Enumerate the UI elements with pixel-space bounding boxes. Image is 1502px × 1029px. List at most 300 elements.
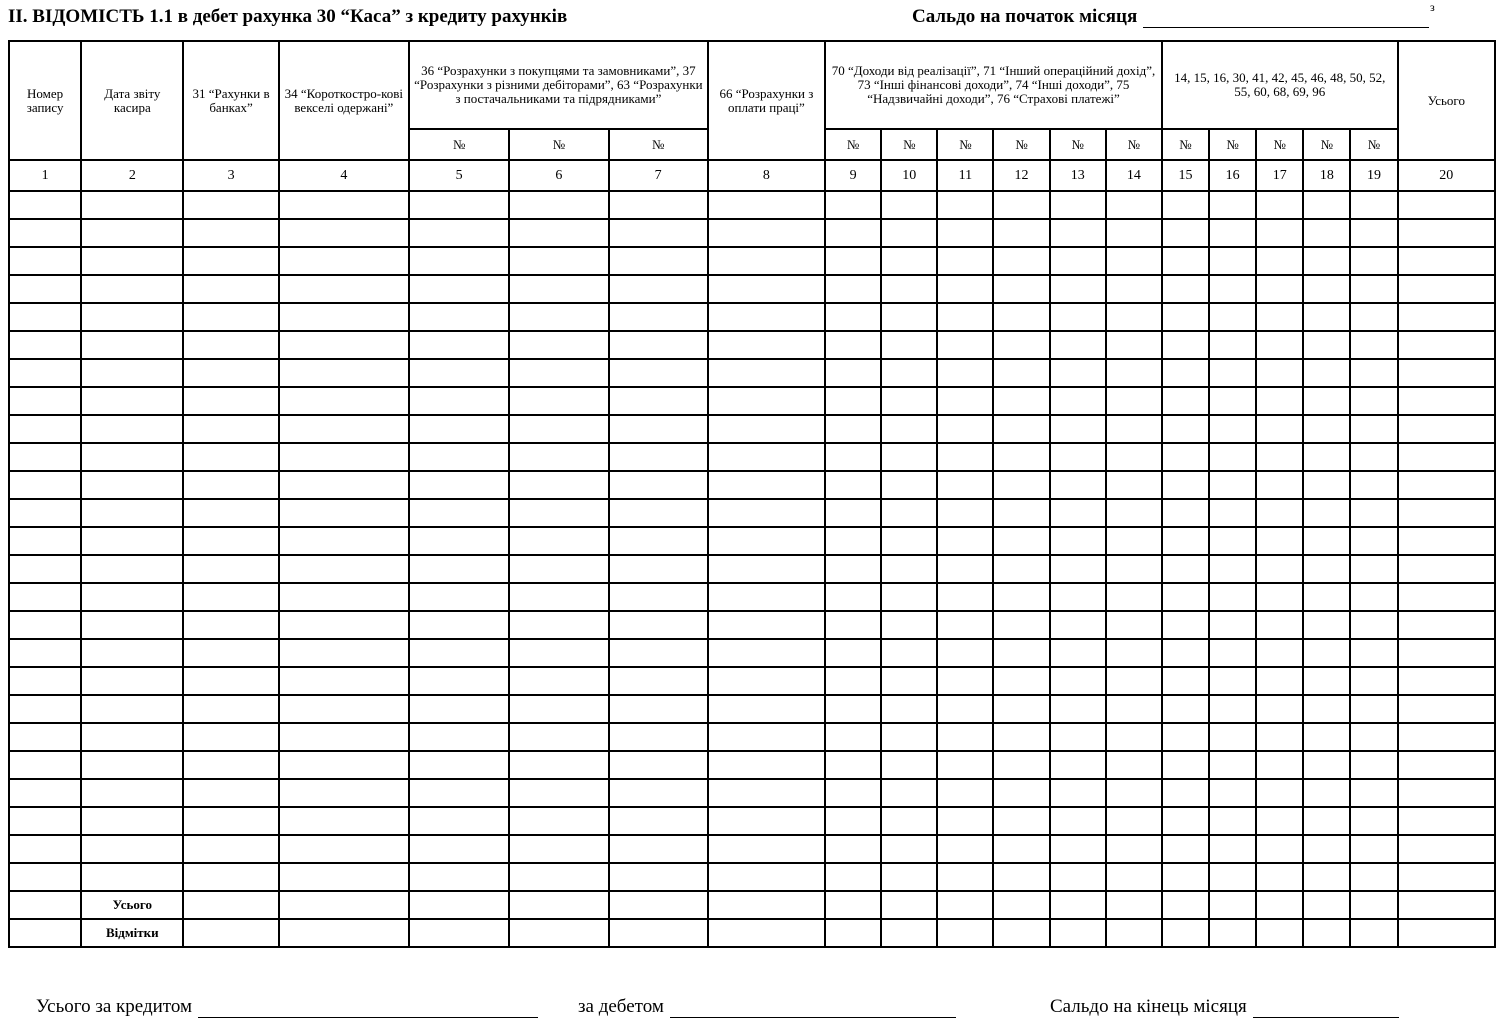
entry-cell[interactable] (993, 303, 1049, 331)
entry-cell[interactable] (409, 723, 509, 751)
entry-cell[interactable] (1162, 527, 1209, 555)
entry-cell[interactable] (1209, 247, 1256, 275)
entry-cell[interactable] (9, 863, 81, 891)
entry-cell[interactable] (1303, 415, 1350, 443)
entry-cell[interactable] (183, 303, 278, 331)
entry-cell[interactable] (1303, 443, 1350, 471)
entry-cell[interactable] (509, 415, 608, 443)
entry-cell[interactable] (409, 275, 509, 303)
entry-cell[interactable] (81, 695, 183, 723)
entry-cell[interactable] (81, 807, 183, 835)
entry-cell[interactable] (279, 723, 409, 751)
entry-cell[interactable] (609, 331, 708, 359)
entry-cell[interactable] (825, 835, 881, 863)
entry-cell[interactable] (1106, 723, 1162, 751)
entry-cell[interactable] (1050, 919, 1106, 947)
entry-cell[interactable] (993, 863, 1049, 891)
entry-cell[interactable] (1350, 807, 1397, 835)
entry-cell[interactable] (881, 891, 937, 919)
entry-cell[interactable] (1398, 807, 1495, 835)
entry-cell[interactable] (183, 919, 278, 947)
entry-cell[interactable] (1106, 527, 1162, 555)
entry-cell[interactable] (1303, 611, 1350, 639)
entry-cell[interactable] (1162, 331, 1209, 359)
entry-cell[interactable] (1162, 555, 1209, 583)
entry-cell[interactable] (509, 499, 608, 527)
entry-cell[interactable] (609, 191, 708, 219)
entry-cell[interactable] (1162, 807, 1209, 835)
entry-cell[interactable] (609, 415, 708, 443)
entry-cell[interactable] (609, 639, 708, 667)
entry-cell[interactable] (881, 303, 937, 331)
entry-cell[interactable] (1398, 303, 1495, 331)
entry-cell[interactable] (509, 443, 608, 471)
entry-cell[interactable] (708, 471, 825, 499)
entry-cell[interactable] (183, 863, 278, 891)
entry-cell[interactable] (708, 555, 825, 583)
entry-cell[interactable] (1350, 275, 1397, 303)
entry-cell[interactable] (1350, 639, 1397, 667)
entry-cell[interactable] (9, 751, 81, 779)
entry-cell[interactable] (609, 807, 708, 835)
entry-cell[interactable] (937, 471, 993, 499)
no-cell[interactable]: № (1162, 129, 1209, 160)
entry-cell[interactable] (937, 695, 993, 723)
entry-cell[interactable] (825, 919, 881, 947)
entry-cell[interactable] (609, 359, 708, 387)
entry-cell[interactable] (279, 695, 409, 723)
entry-cell[interactable] (708, 499, 825, 527)
entry-cell[interactable] (1398, 835, 1495, 863)
entry-cell[interactable] (1209, 387, 1256, 415)
entry-cell[interactable] (1256, 387, 1303, 415)
credit-total-blank[interactable] (198, 999, 538, 1018)
entry-cell[interactable] (81, 359, 183, 387)
entry-cell[interactable] (9, 359, 81, 387)
entry-cell[interactable] (708, 219, 825, 247)
entry-cell[interactable] (937, 751, 993, 779)
entry-cell[interactable] (937, 387, 993, 415)
entry-cell[interactable] (1050, 387, 1106, 415)
entry-cell[interactable] (1050, 751, 1106, 779)
entry-cell[interactable] (993, 471, 1049, 499)
entry-cell[interactable] (1303, 835, 1350, 863)
entry-cell[interactable] (409, 611, 509, 639)
entry-cell[interactable] (1162, 639, 1209, 667)
entry-cell[interactable] (1303, 331, 1350, 359)
entry-cell[interactable] (409, 583, 509, 611)
entry-cell[interactable] (183, 331, 278, 359)
entry-cell[interactable] (881, 275, 937, 303)
entry-cell[interactable] (708, 807, 825, 835)
entry-cell[interactable] (1350, 919, 1397, 947)
entry-cell[interactable] (825, 359, 881, 387)
entry-cell[interactable] (609, 667, 708, 695)
entry-cell[interactable] (81, 303, 183, 331)
entry-cell[interactable] (1303, 667, 1350, 695)
entry-cell[interactable] (9, 835, 81, 863)
entry-cell[interactable] (509, 919, 608, 947)
entry-cell[interactable] (1162, 695, 1209, 723)
entry-cell[interactable] (183, 611, 278, 639)
entry-cell[interactable] (9, 723, 81, 751)
entry-cell[interactable] (1162, 387, 1209, 415)
entry-cell[interactable] (708, 583, 825, 611)
entry-cell[interactable] (993, 499, 1049, 527)
entry-cell[interactable] (1209, 751, 1256, 779)
entry-cell[interactable] (1106, 807, 1162, 835)
entry-cell[interactable] (1050, 695, 1106, 723)
entry-cell[interactable] (825, 191, 881, 219)
entry-cell[interactable] (1209, 303, 1256, 331)
entry-cell[interactable] (81, 499, 183, 527)
entry-cell[interactable] (609, 891, 708, 919)
entry-cell[interactable] (1303, 527, 1350, 555)
entry-cell[interactable] (993, 443, 1049, 471)
entry-cell[interactable] (609, 583, 708, 611)
entry-cell[interactable] (881, 611, 937, 639)
entry-cell[interactable] (1350, 667, 1397, 695)
entry-cell[interactable] (1106, 919, 1162, 947)
entry-cell[interactable] (1350, 695, 1397, 723)
entry-cell[interactable] (1256, 639, 1303, 667)
entry-cell[interactable] (1106, 443, 1162, 471)
entry-cell[interactable] (1256, 863, 1303, 891)
entry-cell[interactable] (1106, 667, 1162, 695)
entry-cell[interactable] (9, 275, 81, 303)
entry-cell[interactable] (937, 359, 993, 387)
entry-cell[interactable] (509, 555, 608, 583)
entry-cell[interactable] (937, 863, 993, 891)
entry-cell[interactable] (409, 527, 509, 555)
entry-cell[interactable] (279, 275, 409, 303)
entry-cell[interactable] (1350, 611, 1397, 639)
entry-cell[interactable] (1106, 247, 1162, 275)
entry-cell[interactable] (937, 583, 993, 611)
entry-cell[interactable] (1162, 471, 1209, 499)
entry-cell[interactable] (881, 415, 937, 443)
entry-cell[interactable] (409, 471, 509, 499)
entry-cell[interactable] (1350, 219, 1397, 247)
entry-cell[interactable] (825, 555, 881, 583)
entry-cell[interactable] (825, 275, 881, 303)
entry-cell[interactable] (1209, 443, 1256, 471)
entry-cell[interactable] (1050, 667, 1106, 695)
entry-cell[interactable] (9, 695, 81, 723)
entry-cell[interactable] (1398, 247, 1495, 275)
no-cell[interactable]: № (1350, 129, 1397, 160)
entry-cell[interactable] (881, 583, 937, 611)
entry-cell[interactable] (1350, 443, 1397, 471)
entry-cell[interactable] (1209, 919, 1256, 947)
entry-cell[interactable] (1050, 359, 1106, 387)
saldo-end-blank[interactable] (1253, 999, 1399, 1018)
entry-cell[interactable] (1303, 779, 1350, 807)
entry-cell[interactable] (937, 443, 993, 471)
entry-cell[interactable] (825, 387, 881, 415)
entry-cell[interactable] (1050, 863, 1106, 891)
entry-cell[interactable] (937, 331, 993, 359)
entry-cell[interactable] (609, 863, 708, 891)
entry-cell[interactable] (825, 611, 881, 639)
entry-cell[interactable] (9, 191, 81, 219)
entry-cell[interactable] (1106, 751, 1162, 779)
entry-cell[interactable] (183, 555, 278, 583)
entry-cell[interactable] (609, 247, 708, 275)
entry-cell[interactable] (183, 275, 278, 303)
no-cell[interactable]: № (937, 129, 993, 160)
entry-cell[interactable] (993, 247, 1049, 275)
entry-cell[interactable] (708, 919, 825, 947)
entry-cell[interactable] (1162, 723, 1209, 751)
entry-cell[interactable] (708, 695, 825, 723)
entry-cell[interactable] (409, 779, 509, 807)
entry-cell[interactable] (1106, 639, 1162, 667)
entry-cell[interactable] (9, 555, 81, 583)
entry-cell[interactable] (81, 387, 183, 415)
entry-cell[interactable] (1106, 611, 1162, 639)
entry-cell[interactable] (708, 611, 825, 639)
entry-cell[interactable] (881, 331, 937, 359)
entry-cell[interactable] (81, 779, 183, 807)
entry-cell[interactable] (937, 807, 993, 835)
entry-cell[interactable] (1303, 751, 1350, 779)
entry-cell[interactable] (1162, 891, 1209, 919)
entry-cell[interactable] (1350, 723, 1397, 751)
entry-cell[interactable] (1162, 919, 1209, 947)
entry-cell[interactable] (881, 191, 937, 219)
entry-cell[interactable] (825, 807, 881, 835)
entry-cell[interactable] (1209, 611, 1256, 639)
entry-cell[interactable] (609, 723, 708, 751)
entry-cell[interactable] (183, 723, 278, 751)
entry-cell[interactable] (609, 919, 708, 947)
entry-cell[interactable] (1106, 835, 1162, 863)
entry-cell[interactable] (1398, 779, 1495, 807)
entry-cell[interactable] (1050, 331, 1106, 359)
entry-cell[interactable] (1303, 863, 1350, 891)
entry-cell[interactable] (708, 443, 825, 471)
entry-cell[interactable] (1303, 499, 1350, 527)
entry-cell[interactable] (1106, 471, 1162, 499)
entry-cell[interactable] (279, 667, 409, 695)
entry-cell[interactable] (1050, 891, 1106, 919)
entry-cell[interactable] (409, 555, 509, 583)
no-cell[interactable]: № (1050, 129, 1106, 160)
entry-cell[interactable] (1106, 891, 1162, 919)
entry-cell[interactable] (1398, 191, 1495, 219)
entry-cell[interactable] (609, 751, 708, 779)
blank-cell[interactable] (9, 919, 81, 947)
entry-cell[interactable] (1398, 387, 1495, 415)
entry-cell[interactable] (183, 891, 278, 919)
entry-cell[interactable] (9, 611, 81, 639)
entry-cell[interactable] (825, 695, 881, 723)
entry-cell[interactable] (409, 331, 509, 359)
entry-cell[interactable] (881, 443, 937, 471)
debit-blank[interactable] (670, 999, 956, 1018)
no-cell[interactable]: № (509, 129, 608, 160)
entry-cell[interactable] (1209, 695, 1256, 723)
entry-cell[interactable] (409, 891, 509, 919)
entry-cell[interactable] (1303, 695, 1350, 723)
entry-cell[interactable] (279, 639, 409, 667)
entry-cell[interactable] (509, 835, 608, 863)
entry-cell[interactable] (881, 863, 937, 891)
entry-cell[interactable] (1162, 779, 1209, 807)
entry-cell[interactable] (1398, 723, 1495, 751)
entry-cell[interactable] (409, 863, 509, 891)
entry-cell[interactable] (81, 835, 183, 863)
entry-cell[interactable] (1398, 695, 1495, 723)
entry-cell[interactable] (1162, 667, 1209, 695)
entry-cell[interactable] (1256, 331, 1303, 359)
entry-cell[interactable] (881, 779, 937, 807)
entry-cell[interactable] (1162, 583, 1209, 611)
entry-cell[interactable] (1162, 359, 1209, 387)
entry-cell[interactable] (1303, 219, 1350, 247)
entry-cell[interactable] (279, 611, 409, 639)
entry-cell[interactable] (937, 303, 993, 331)
entry-cell[interactable] (993, 835, 1049, 863)
entry-cell[interactable] (937, 639, 993, 667)
entry-cell[interactable] (183, 835, 278, 863)
entry-cell[interactable] (1398, 359, 1495, 387)
entry-cell[interactable] (509, 303, 608, 331)
entry-cell[interactable] (1398, 527, 1495, 555)
entry-cell[interactable] (609, 779, 708, 807)
entry-cell[interactable] (1350, 499, 1397, 527)
entry-cell[interactable] (1303, 919, 1350, 947)
entry-cell[interactable] (1162, 219, 1209, 247)
entry-cell[interactable] (1209, 471, 1256, 499)
entry-cell[interactable] (1106, 863, 1162, 891)
entry-cell[interactable] (279, 443, 409, 471)
entry-cell[interactable] (1398, 415, 1495, 443)
entry-cell[interactable] (937, 611, 993, 639)
entry-cell[interactable] (708, 275, 825, 303)
entry-cell[interactable] (1256, 667, 1303, 695)
entry-cell[interactable] (1050, 191, 1106, 219)
entry-cell[interactable] (708, 331, 825, 359)
saldo-start-blank[interactable] (1143, 9, 1429, 28)
entry-cell[interactable] (1209, 723, 1256, 751)
entry-cell[interactable] (409, 191, 509, 219)
entry-cell[interactable] (9, 639, 81, 667)
entry-cell[interactable] (708, 387, 825, 415)
entry-cell[interactable] (509, 359, 608, 387)
entry-cell[interactable] (1209, 835, 1256, 863)
entry-cell[interactable] (509, 891, 608, 919)
entry-cell[interactable] (1398, 583, 1495, 611)
entry-cell[interactable] (1256, 779, 1303, 807)
entry-cell[interactable] (9, 667, 81, 695)
no-cell[interactable]: № (1209, 129, 1256, 160)
entry-cell[interactable] (1106, 191, 1162, 219)
entry-cell[interactable] (1162, 499, 1209, 527)
entry-cell[interactable] (1350, 247, 1397, 275)
no-cell[interactable]: № (881, 129, 937, 160)
entry-cell[interactable] (993, 723, 1049, 751)
entry-cell[interactable] (1303, 639, 1350, 667)
entry-cell[interactable] (409, 247, 509, 275)
entry-cell[interactable] (1106, 359, 1162, 387)
entry-cell[interactable] (9, 443, 81, 471)
entry-cell[interactable] (1350, 303, 1397, 331)
entry-cell[interactable] (1050, 499, 1106, 527)
no-cell[interactable]: № (409, 129, 509, 160)
entry-cell[interactable] (881, 751, 937, 779)
entry-cell[interactable] (609, 275, 708, 303)
entry-cell[interactable] (9, 583, 81, 611)
entry-cell[interactable] (825, 639, 881, 667)
entry-cell[interactable] (1050, 611, 1106, 639)
entry-cell[interactable] (1209, 359, 1256, 387)
entry-cell[interactable] (183, 387, 278, 415)
entry-cell[interactable] (1050, 835, 1106, 863)
entry-cell[interactable] (1106, 275, 1162, 303)
entry-cell[interactable] (993, 555, 1049, 583)
entry-cell[interactable] (1398, 667, 1495, 695)
entry-cell[interactable] (1050, 527, 1106, 555)
entry-cell[interactable] (609, 527, 708, 555)
entry-cell[interactable] (1398, 891, 1495, 919)
entry-cell[interactable] (183, 247, 278, 275)
entry-cell[interactable] (825, 247, 881, 275)
entry-cell[interactable] (409, 387, 509, 415)
entry-cell[interactable] (708, 527, 825, 555)
no-cell[interactable]: № (993, 129, 1049, 160)
entry-cell[interactable] (609, 611, 708, 639)
entry-cell[interactable] (1256, 555, 1303, 583)
entry-cell[interactable] (409, 919, 509, 947)
entry-cell[interactable] (1050, 275, 1106, 303)
entry-cell[interactable] (1050, 247, 1106, 275)
entry-cell[interactable] (81, 275, 183, 303)
entry-cell[interactable] (993, 415, 1049, 443)
entry-cell[interactable] (81, 471, 183, 499)
entry-cell[interactable] (1162, 275, 1209, 303)
entry-cell[interactable] (708, 751, 825, 779)
entry-cell[interactable] (81, 415, 183, 443)
entry-cell[interactable] (81, 583, 183, 611)
entry-cell[interactable] (409, 415, 509, 443)
entry-cell[interactable] (937, 919, 993, 947)
entry-cell[interactable] (279, 331, 409, 359)
entry-cell[interactable] (409, 219, 509, 247)
entry-cell[interactable] (881, 555, 937, 583)
entry-cell[interactable] (881, 527, 937, 555)
entry-cell[interactable] (1162, 751, 1209, 779)
entry-cell[interactable] (509, 247, 608, 275)
entry-cell[interactable] (1106, 499, 1162, 527)
entry-cell[interactable] (409, 835, 509, 863)
entry-cell[interactable] (708, 415, 825, 443)
entry-cell[interactable] (279, 555, 409, 583)
entry-cell[interactable] (9, 807, 81, 835)
entry-cell[interactable] (1256, 303, 1303, 331)
entry-cell[interactable] (937, 219, 993, 247)
entry-cell[interactable] (993, 275, 1049, 303)
entry-cell[interactable] (409, 303, 509, 331)
entry-cell[interactable] (708, 247, 825, 275)
entry-cell[interactable] (1050, 639, 1106, 667)
entry-cell[interactable] (708, 723, 825, 751)
entry-cell[interactable] (1050, 779, 1106, 807)
entry-cell[interactable] (825, 667, 881, 695)
entry-cell[interactable] (81, 863, 183, 891)
entry-cell[interactable] (708, 359, 825, 387)
